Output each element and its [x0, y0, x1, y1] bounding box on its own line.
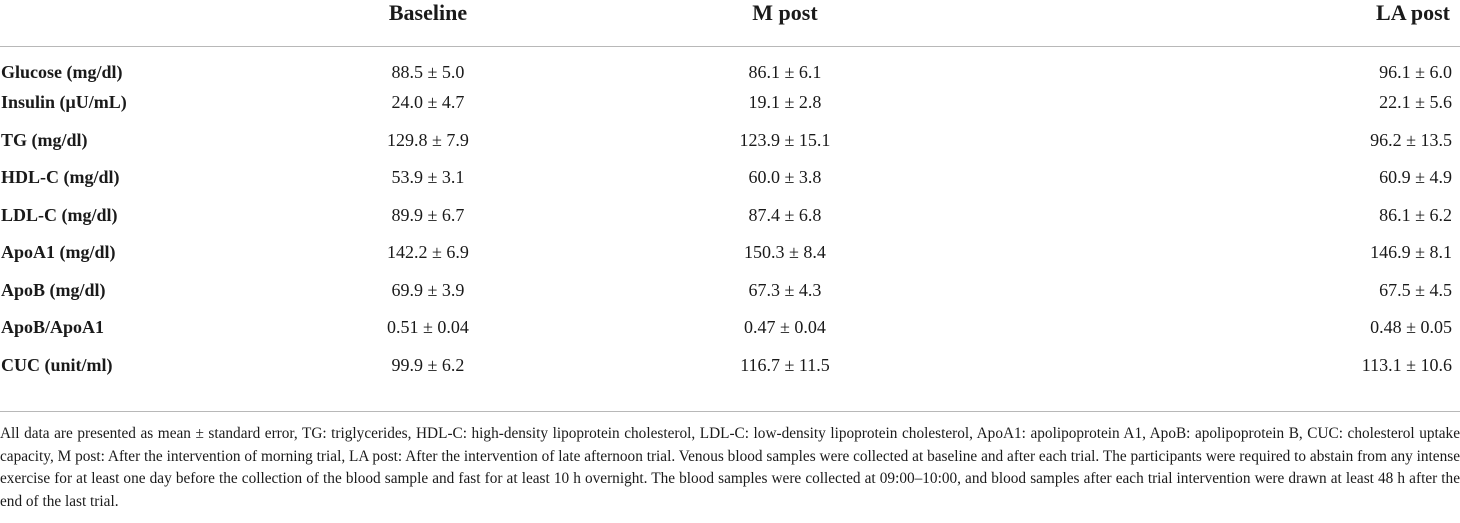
cell-m-post: 87.4 ± 6.8 — [748, 204, 822, 225]
row-label: TG (mg/dl) — [1, 129, 88, 150]
row-label: Insulin (μU/mL) — [1, 92, 127, 113]
row-label: CUC (unit/ml) — [1, 354, 113, 375]
cell-la-post: 0.48 ± 0.05 — [1370, 317, 1452, 338]
cell-m-post: 123.9 ± 15.1 — [739, 129, 831, 150]
table-row — [0, 347, 1460, 385]
cell-baseline: 24.0 ± 4.7 — [391, 92, 465, 113]
cell-baseline: 89.9 ± 6.7 — [391, 204, 465, 225]
cell-la-post: 67.5 ± 4.5 — [1379, 279, 1452, 300]
row-label: ApoA1 (mg/dl) — [1, 242, 116, 263]
header-cell-la-post: LA post — [1376, 0, 1450, 25]
cell-la-post: 86.1 ± 6.2 — [1379, 204, 1452, 225]
table-footnote: All data are presented as mean ± standard error, TG: triglycerides, HDL-C: high-density lipoprotein cholesterol, LDL-C: low-density lipoprotein cholesterol, ApoA1: apolipoprotein A1, ApoB: apolipoprotein B, CUC: cholesterol uptake capacity, M post: After the intervention of morning trial, LA post: After the intervention of late afternoon trial. Venous blood samples were collected at baseline and after each trial. The participants were required to abstain from any intense exercise for at least one day before the collection of the blood sample and fast for at least 10 h overnight. The blood samples were collected at 09:00–10:00, and blood samples after each trial intervention were drawn at least 48 h after the end of the last trial. — [0, 425, 1460, 510]
table-row — [0, 272, 1460, 310]
cell-baseline: 53.9 ± 3.1 — [391, 167, 465, 188]
row-label: HDL-C (mg/dl) — [1, 167, 120, 188]
cell-m-post: 0.47 ± 0.04 — [744, 317, 826, 338]
table-row — [0, 84, 1460, 122]
cell-m-post: 60.0 ± 3.8 — [748, 167, 822, 188]
cell-m-post: 116.7 ± 11.5 — [740, 354, 830, 375]
cell-baseline: 99.9 ± 6.2 — [391, 354, 465, 375]
table-row — [0, 234, 1460, 272]
header-cell-baseline: Baseline — [388, 0, 468, 25]
cell-la-post: 96.1 ± 6.0 — [1379, 62, 1452, 82]
table-row — [0, 47, 1460, 85]
cell-baseline: 129.8 ± 7.9 — [387, 129, 469, 150]
table-body — [0, 47, 1460, 385]
header-row — [0, 0, 1460, 47]
cell-baseline: 0.51 ± 0.04 — [387, 317, 469, 338]
cell-la-post: 113.1 ± 10.6 — [1361, 354, 1452, 375]
header-cell-blank — [0, 0, 282, 47]
table-row — [0, 309, 1460, 347]
cell-la-post: 146.9 ± 8.1 — [1370, 242, 1452, 263]
row-label: Glucose (mg/dl) — [1, 62, 123, 82]
cell-la-post: 22.1 ± 5.6 — [1379, 92, 1452, 113]
cell-m-post: 67.3 ± 4.3 — [748, 279, 822, 300]
table-row — [0, 122, 1460, 160]
cell-baseline: 142.2 ± 6.9 — [387, 242, 469, 263]
cell-m-post: 86.1 ± 6.1 — [748, 62, 822, 82]
cell-m-post: 19.1 ± 2.8 — [748, 92, 822, 113]
table-row — [0, 197, 1460, 235]
cell-la-post: 96.2 ± 13.5 — [1370, 129, 1452, 150]
row-label: ApoB/ApoA1 — [1, 317, 105, 338]
header-cell-m-post: M post — [752, 0, 818, 25]
row-label: ApoB (mg/dl) — [1, 279, 106, 300]
cell-baseline: 88.5 ± 5.0 — [391, 62, 465, 82]
cell-baseline: 69.9 ± 3.9 — [391, 279, 465, 300]
cell-m-post: 150.3 ± 8.4 — [744, 242, 826, 263]
table-row — [0, 159, 1460, 197]
row-label: LDL-C (mg/dl) — [1, 204, 118, 225]
cell-la-post: 60.9 ± 4.9 — [1379, 167, 1452, 188]
footnote-divider — [0, 411, 1460, 412]
